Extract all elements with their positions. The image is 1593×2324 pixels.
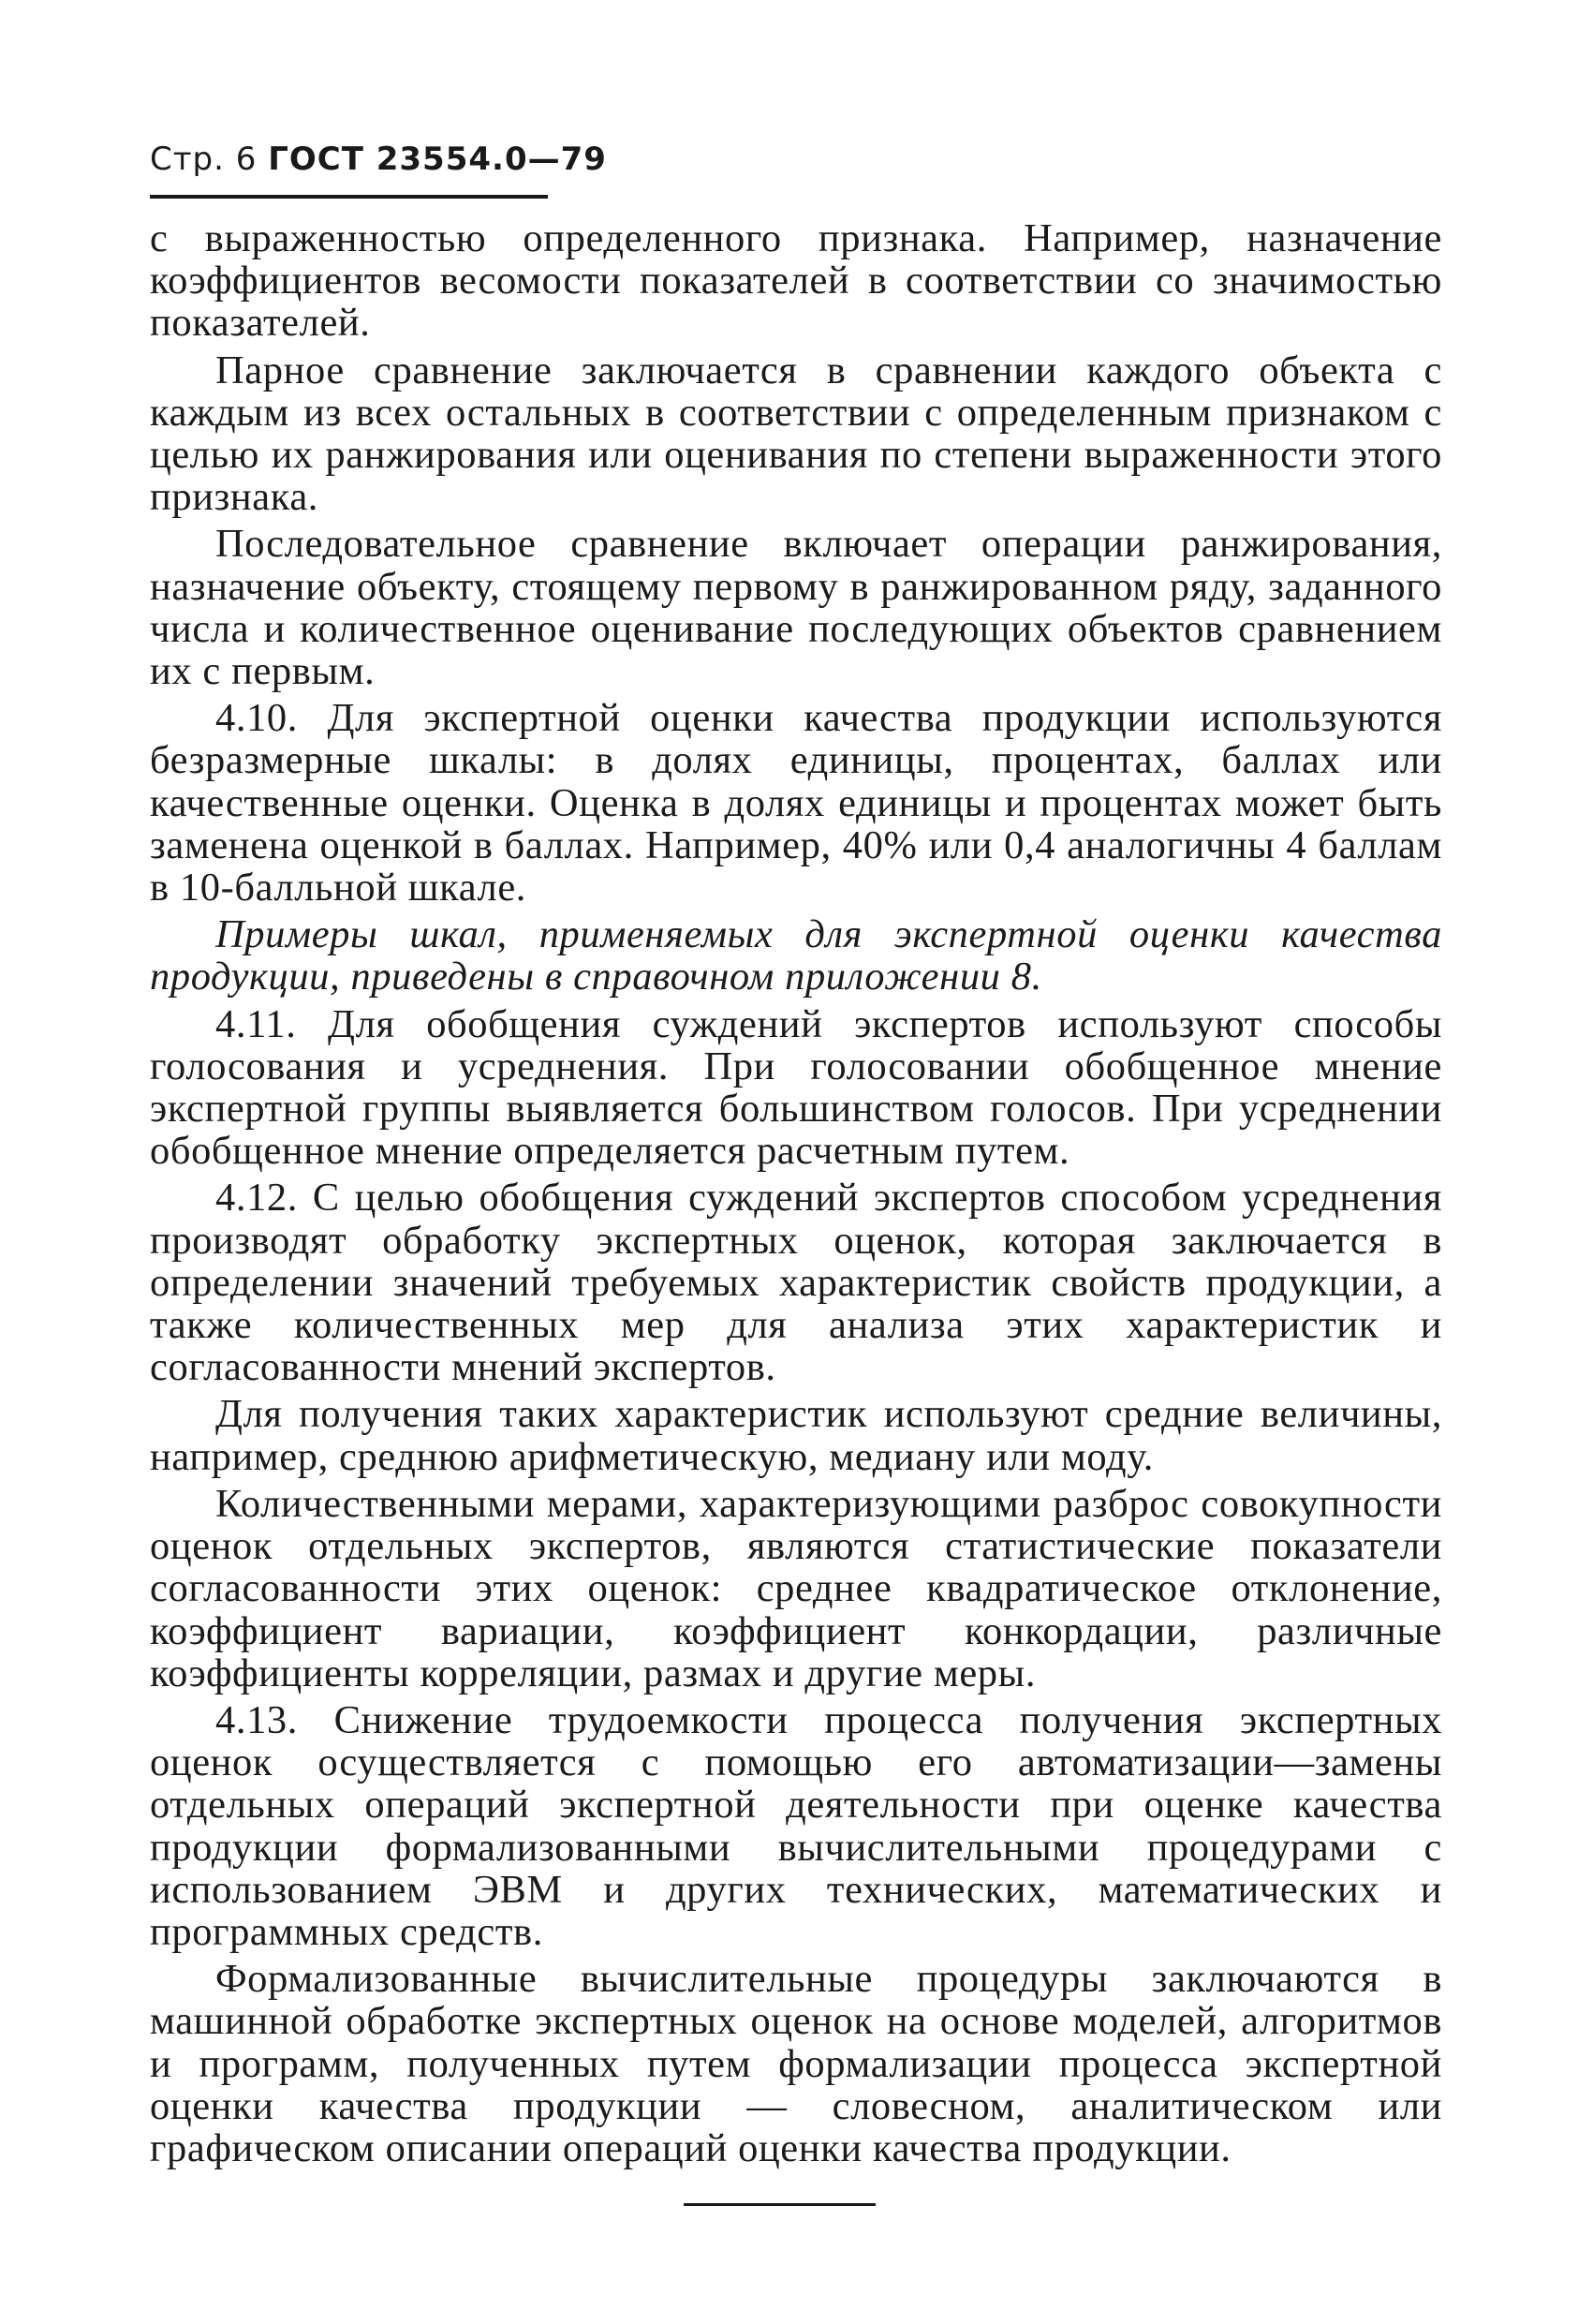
paragraph-4-12: 4.12. С целью обобщения суждений экспертов способом усреднения производят обработку экспертных оценок, которая заключается в определении значений требуемых характеристик свойств продукции, а также количественных мер для анализа этих характеристик и согласованности мнений экспертов. (150, 1176, 1442, 1390)
paragraph-scale-examples: Примеры шкал, применяемых для экспертной оценки качества продукции, приведены в справочном приложении 8. (150, 912, 1442, 999)
end-divider (684, 2203, 876, 2206)
paragraph-formal-procedures: Формализованные вычислительные процедуры заключаются в машинной обработке экспертных оценок на основе моделей, алгоритмов и программ, полученных путем формализации процесса экспертной оценки качества продукции — словесном, аналитическом или графическом описании операций оценки качества продукции. (150, 1957, 1442, 2170)
paragraph-4-13: 4.13. Снижение трудоемкости процесса получения экспертных оценок осуществляется с помощью его автоматизации—замены отдельных операций экспертной деятельности при оценке качества продукции формализованными вычислительными процедурами с использованием ЭВМ и других технических, математических и программных средств. (150, 1697, 1442, 1954)
paragraph-4-11: 4.11. Для обобщения суждений экспертов используют способы голосования и усреднения. При голосовании обобщенное мнение экспертной группы выявляется большинством голосов. При усреднении обобщенное мнение определяется расчетным путем. (150, 1001, 1442, 1174)
paragraph-4-10: 4.10. Для экспертной оценки качества продукции используются безразмерные шкалы: в долях единицы, процентах, баллах или качественные оценки. Оценка в долях единицы и процентах может быть заменена оценкой в баллах. Например, 40% или 0,4 аналогичны 4 баллам в 10-балльной шкале. (150, 696, 1442, 910)
header-underline (150, 195, 548, 199)
document-body (150, 217, 1442, 2174)
standard-designation: ГОСТ 23554.0—79 (268, 141, 607, 178)
paragraph-average-values: Для получения таких характеристик используют средние величины, например, среднюю арифметическую, медиану или моду. (150, 1392, 1442, 1479)
paragraph-quantitative-measures: Количественными мерами, характеризующими разброс совокупности оценок отдельных экспертов, являются статистические показатели согласованности этих оценок: среднее квадратическое отклонение, коэффициент вариации, коэффициент конкордации, различные коэффициенты корреляции, размах и другие меры. (150, 1481, 1442, 1695)
paragraph-pair-comparison: Парное сравнение заключается в сравнении каждого объекта с каждым из всех остальных в соответствии с определенным признаком с целью их ранжирования или оценивания по степени выраженности этого признака. (150, 348, 1442, 520)
page-header (150, 141, 607, 178)
paragraph-continuation: с выраженностью определенного признака. Например, назначение коэффициентов весомости показателей в соответствии со значимостью показателей. (150, 216, 1442, 346)
page-number: Стр. 6 (150, 141, 258, 178)
paragraph-sequential-comparison: Последовательное сравнение включает операции ранжирования, назначение объекту, стоящему первому в ранжированном ряду, заданного числа и количественное оценивание последующих объектов сравнением их с первым. (150, 522, 1442, 694)
